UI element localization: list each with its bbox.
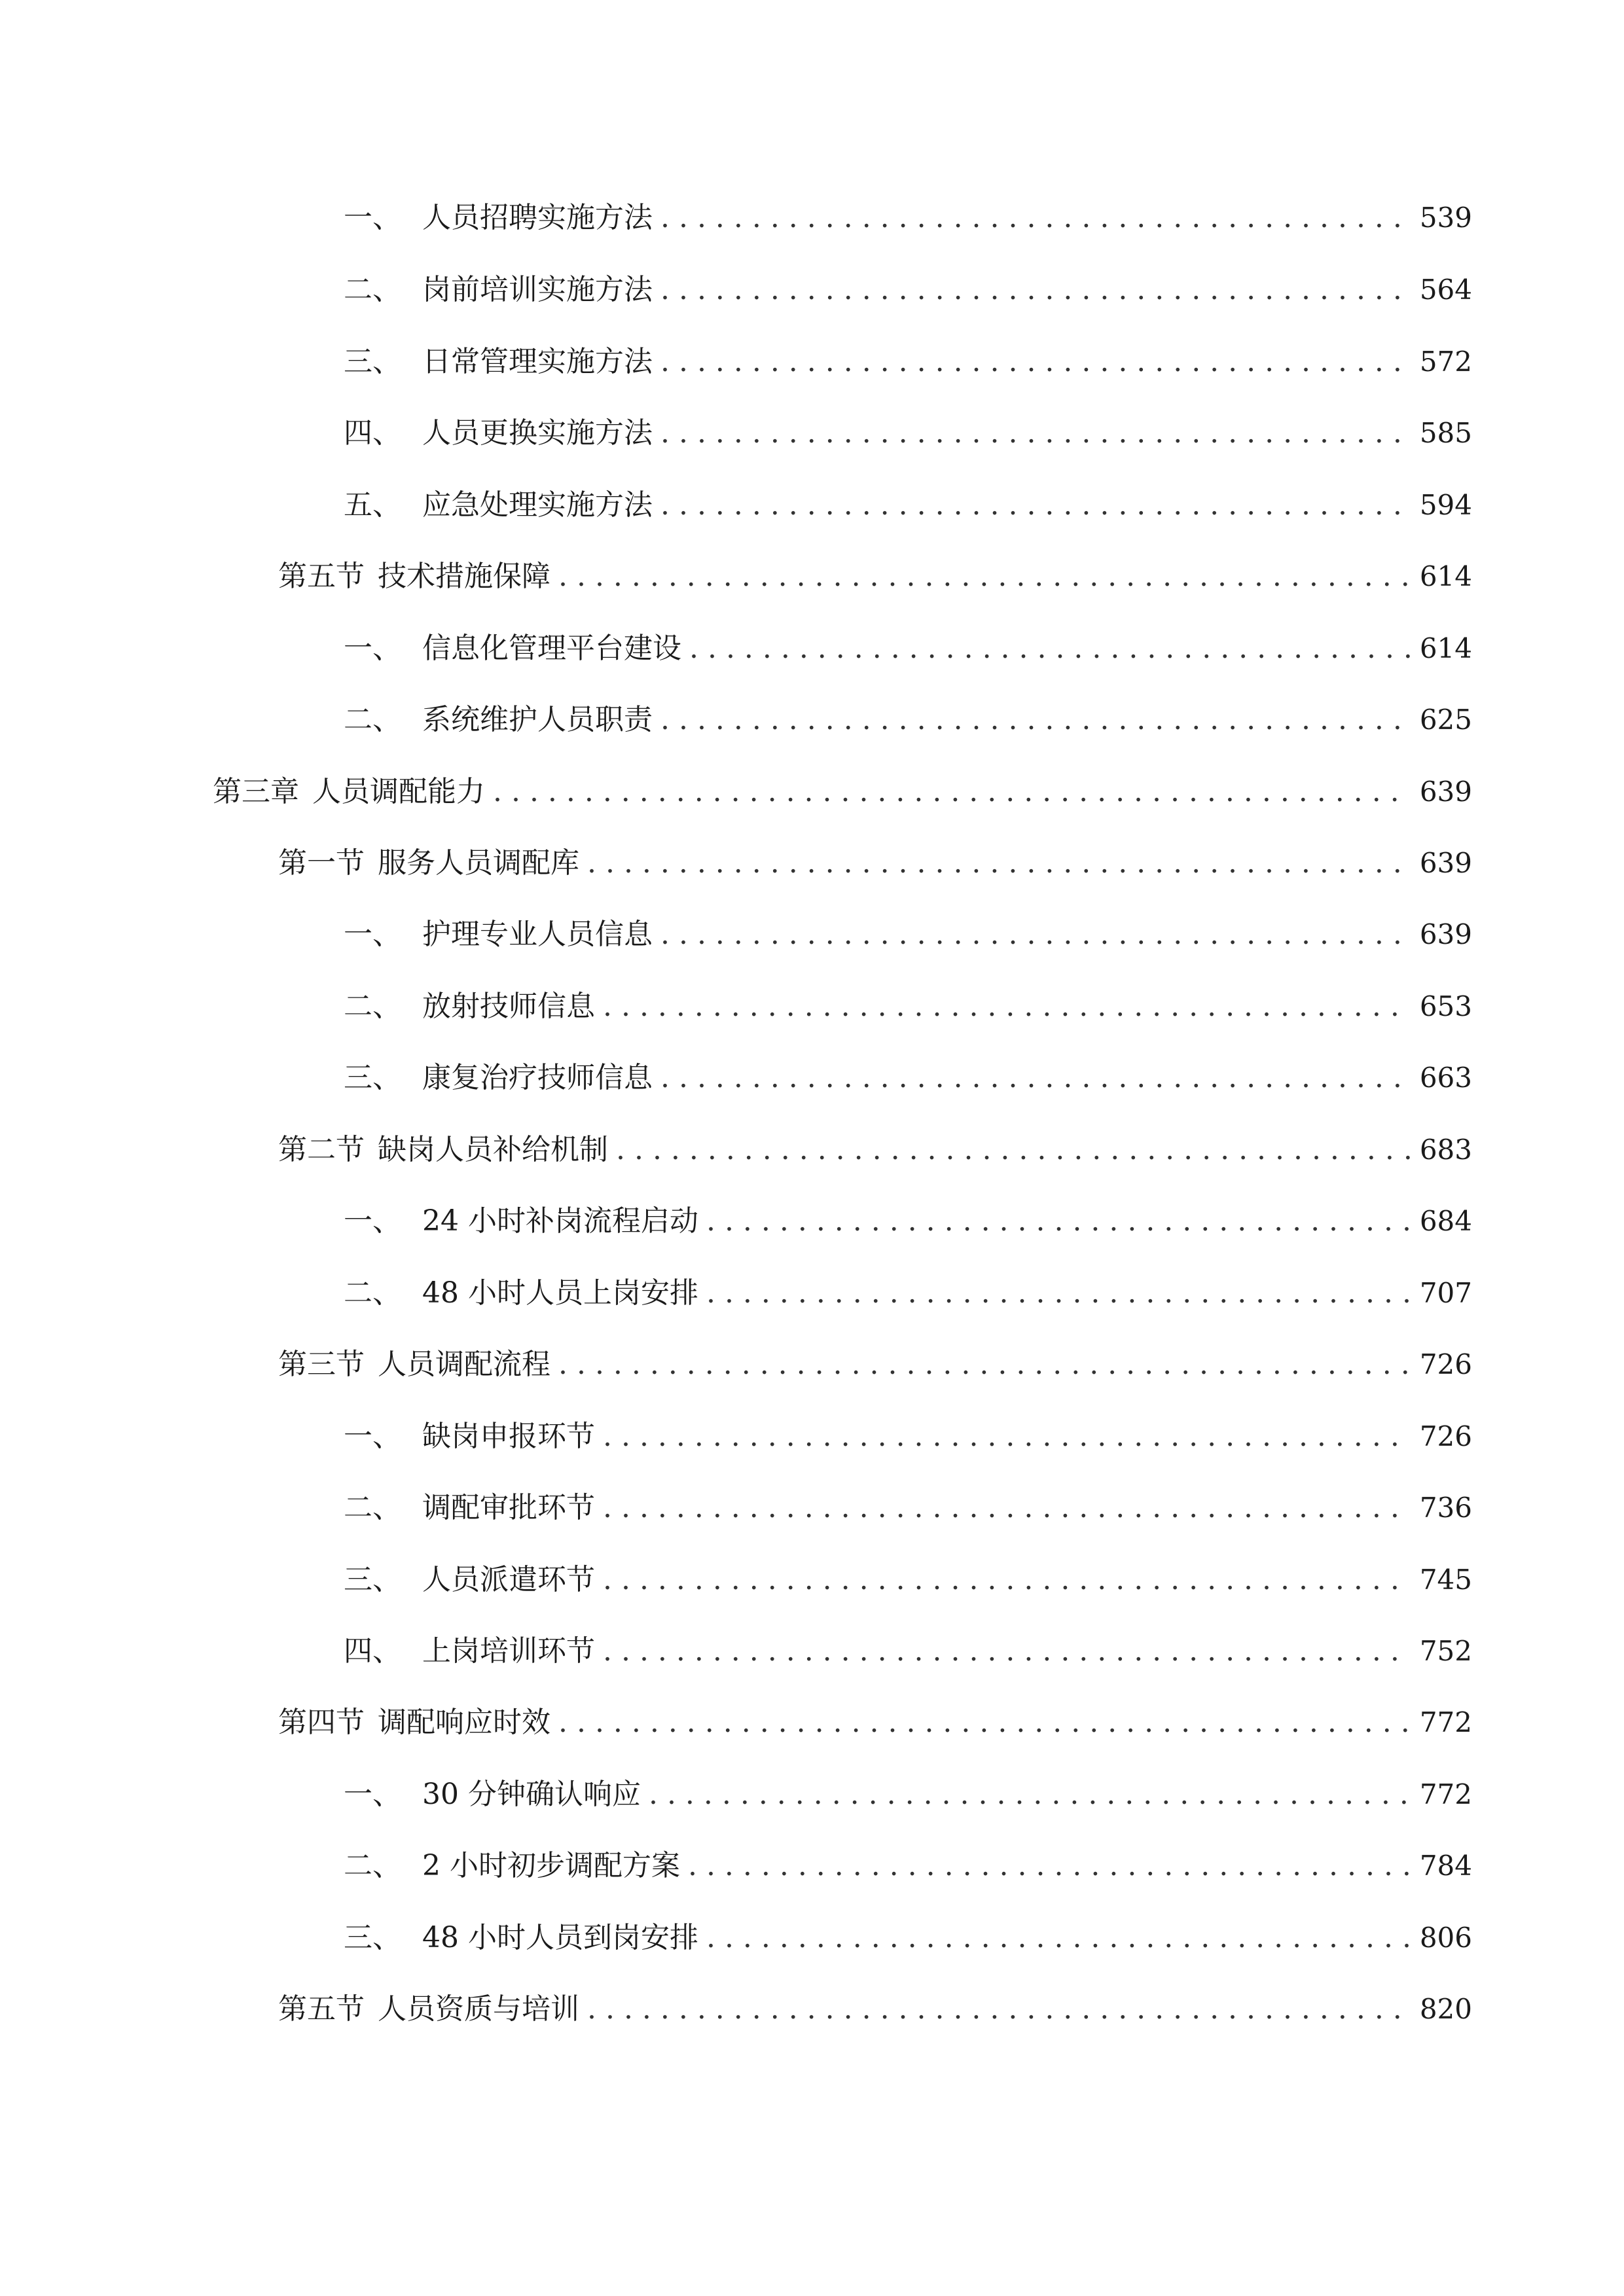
toc-entry-number: 五、 xyxy=(344,488,401,522)
toc-entry-title: 岗前培训实施方法 xyxy=(422,273,653,306)
toc-entry-page: 614 xyxy=(1419,632,1472,664)
dot-leader xyxy=(558,1342,1411,1388)
toc-entry[interactable] xyxy=(344,1198,1472,1244)
toc-entry-page: 752 xyxy=(1419,1635,1472,1667)
toc-entry[interactable] xyxy=(344,195,1472,241)
toc-entry-page: 707 xyxy=(1419,1277,1472,1309)
toc-entry[interactable] xyxy=(278,1127,1472,1173)
dot-leader xyxy=(603,1628,1411,1674)
toc-entry-number: 第三节 xyxy=(278,1348,365,1381)
dot-leader xyxy=(587,1986,1411,2032)
toc-entry[interactable] xyxy=(344,1485,1472,1531)
toc-entry-title: 康复治疗技师信息 xyxy=(422,1061,653,1094)
toc-entry-page: 639 xyxy=(1419,918,1472,950)
toc-entry[interactable] xyxy=(344,267,1472,313)
toc-entry-page: 639 xyxy=(1419,847,1472,879)
toc-entry-number: 二、 xyxy=(344,703,401,736)
toc-entry-number: 第二节 xyxy=(278,1133,365,1166)
toc-entry[interactable] xyxy=(344,339,1472,385)
dot-leader xyxy=(660,267,1411,313)
dot-leader xyxy=(706,1198,1411,1244)
toc-entry-number: 第一节 xyxy=(278,846,365,880)
dot-leader xyxy=(603,1414,1411,1460)
toc-entry-title: 应急处理实施方法 xyxy=(422,488,653,522)
toc-entry-number: 第四节 xyxy=(278,1706,365,1739)
toc-entry-number: 第三章 xyxy=(213,775,299,808)
toc-entry-title: 调配响应时效 xyxy=(378,1706,550,1739)
toc-entry-number: 四、 xyxy=(344,416,401,450)
toc-entry-title: 放射技师信息 xyxy=(422,990,595,1023)
toc-entry-page: 806 xyxy=(1419,1922,1472,1954)
toc-entry-number: 一、 xyxy=(344,1204,401,1238)
toc-entry-number: 第五节 xyxy=(278,1992,365,2026)
toc-entry-number: 三、 xyxy=(344,1921,401,1954)
toc-entry[interactable] xyxy=(344,1414,1472,1460)
toc-entry-page: 564 xyxy=(1419,274,1472,306)
toc-entry-number: 第五节 xyxy=(278,560,365,593)
toc-entry-page: 684 xyxy=(1419,1205,1472,1237)
toc-entry-page: 663 xyxy=(1419,1062,1472,1094)
toc-entry-number: 一、 xyxy=(344,1778,401,1811)
toc-entry-title: 信息化管理平台建设 xyxy=(422,632,681,665)
toc-entry-title: 人员招聘实施方法 xyxy=(422,201,653,234)
dot-leader xyxy=(706,1270,1411,1316)
toc-entry[interactable] xyxy=(344,1772,1472,1818)
toc-entry-title: 2 小时初步调配方案 xyxy=(422,1849,680,1882)
toc-entry-page: 639 xyxy=(1419,776,1472,808)
toc-entry-title: 人员调配流程 xyxy=(378,1348,550,1381)
toc-entry[interactable] xyxy=(213,769,1472,815)
toc-entry-title: 人员派遣环节 xyxy=(422,1563,595,1596)
toc-entry-title: 缺岗人员补给机制 xyxy=(378,1133,608,1166)
toc-entry-title: 护理专业人员信息 xyxy=(422,918,653,951)
toc-entry-number: 二、 xyxy=(344,990,401,1023)
dot-leader xyxy=(660,482,1411,528)
toc-entry-number: 一、 xyxy=(344,201,401,234)
toc-entry[interactable] xyxy=(278,1986,1472,2032)
toc-entry-page: 614 xyxy=(1419,560,1472,592)
dot-leader xyxy=(660,410,1411,456)
toc-entry[interactable] xyxy=(344,1915,1472,1961)
toc-entry-page: 726 xyxy=(1419,1420,1472,1452)
toc-entry[interactable] xyxy=(344,697,1472,743)
toc-entry[interactable] xyxy=(344,482,1472,528)
toc-entry-title: 上岗培训环节 xyxy=(422,1634,595,1668)
dot-leader xyxy=(689,626,1411,672)
toc-entry-page: 653 xyxy=(1419,990,1472,1022)
toc-entry-title: 48 小时人员上岗安排 xyxy=(422,1276,698,1310)
toc-entry-page: 683 xyxy=(1419,1134,1472,1166)
toc-entry[interactable] xyxy=(344,984,1472,1030)
toc-entry[interactable] xyxy=(344,1628,1472,1674)
toc-entry[interactable] xyxy=(344,1557,1472,1603)
toc-entry-page: 745 xyxy=(1419,1564,1472,1596)
toc-entry-page: 625 xyxy=(1419,704,1472,736)
toc-entry[interactable] xyxy=(344,1055,1472,1101)
toc-entry[interactable] xyxy=(344,1270,1472,1316)
toc-entry-title: 服务人员调配库 xyxy=(378,846,579,880)
dot-leader xyxy=(660,1055,1411,1101)
dot-leader xyxy=(616,1127,1411,1173)
dot-leader xyxy=(493,769,1411,815)
toc-entry-title: 日常管理实施方法 xyxy=(422,345,653,378)
toc-entry-number: 三、 xyxy=(344,1563,401,1596)
dot-leader xyxy=(649,1772,1411,1818)
toc-entry-title: 48 小时人员到岗安排 xyxy=(422,1921,698,1954)
toc-entry-page: 585 xyxy=(1419,417,1472,449)
toc-entry-page: 572 xyxy=(1419,346,1472,378)
dot-leader xyxy=(660,912,1411,958)
toc-entry-number: 二、 xyxy=(344,273,401,306)
toc-entry-title: 24 小时补岗流程启动 xyxy=(422,1204,698,1238)
toc-entry[interactable] xyxy=(278,554,1472,600)
toc-entry-page: 726 xyxy=(1419,1348,1472,1380)
toc-entry[interactable] xyxy=(344,912,1472,958)
toc-entry-number: 三、 xyxy=(344,345,401,378)
dot-leader xyxy=(587,840,1411,886)
dot-leader xyxy=(660,339,1411,385)
dot-leader xyxy=(603,1557,1411,1603)
toc-entry-number: 二、 xyxy=(344,1491,401,1524)
toc-entry-title: 人员调配能力 xyxy=(312,775,485,808)
dot-leader xyxy=(660,195,1411,241)
toc-entry[interactable] xyxy=(344,1843,1472,1889)
toc-entry-number: 一、 xyxy=(344,1420,401,1453)
toc-entry-number: 三、 xyxy=(344,1061,401,1094)
dot-leader xyxy=(558,1700,1411,1746)
dot-leader xyxy=(660,697,1411,743)
toc-entry-number: 一、 xyxy=(344,632,401,665)
toc-entry[interactable] xyxy=(344,410,1472,456)
toc-entry-number: 四、 xyxy=(344,1634,401,1668)
toc-entry-page: 736 xyxy=(1419,1492,1472,1524)
toc-entry-title: 30 分钟确认响应 xyxy=(422,1778,641,1811)
toc-entry-page: 539 xyxy=(1419,202,1472,234)
dot-leader xyxy=(603,1485,1411,1531)
toc-entry-page: 772 xyxy=(1419,1706,1472,1738)
dot-leader xyxy=(603,984,1411,1030)
dot-leader xyxy=(688,1843,1411,1889)
toc-entry-title: 调配审批环节 xyxy=(422,1491,595,1524)
toc-entry-page: 820 xyxy=(1419,1993,1472,2025)
toc-entry-number: 二、 xyxy=(344,1276,401,1310)
toc-entry-title: 技术措施保障 xyxy=(378,560,550,593)
toc-entry-page: 784 xyxy=(1419,1850,1472,1882)
dot-leader xyxy=(558,554,1411,600)
toc-entry[interactable] xyxy=(278,1700,1472,1746)
toc-entry-title: 缺岗申报环节 xyxy=(422,1420,595,1453)
toc-entry[interactable] xyxy=(344,626,1472,672)
toc-entry[interactable] xyxy=(278,840,1472,886)
toc-entry-title: 人员资质与培训 xyxy=(378,1992,579,2026)
toc-entry-number: 一、 xyxy=(344,918,401,951)
toc-entry-page: 772 xyxy=(1419,1778,1472,1810)
toc-entry-title: 系统维护人员职责 xyxy=(422,703,653,736)
toc-entry-number: 二、 xyxy=(344,1849,401,1882)
toc-entry-page: 594 xyxy=(1419,489,1472,521)
dot-leader xyxy=(706,1915,1411,1961)
toc-entry-title: 人员更换实施方法 xyxy=(422,416,653,450)
toc-entry[interactable] xyxy=(278,1342,1472,1388)
